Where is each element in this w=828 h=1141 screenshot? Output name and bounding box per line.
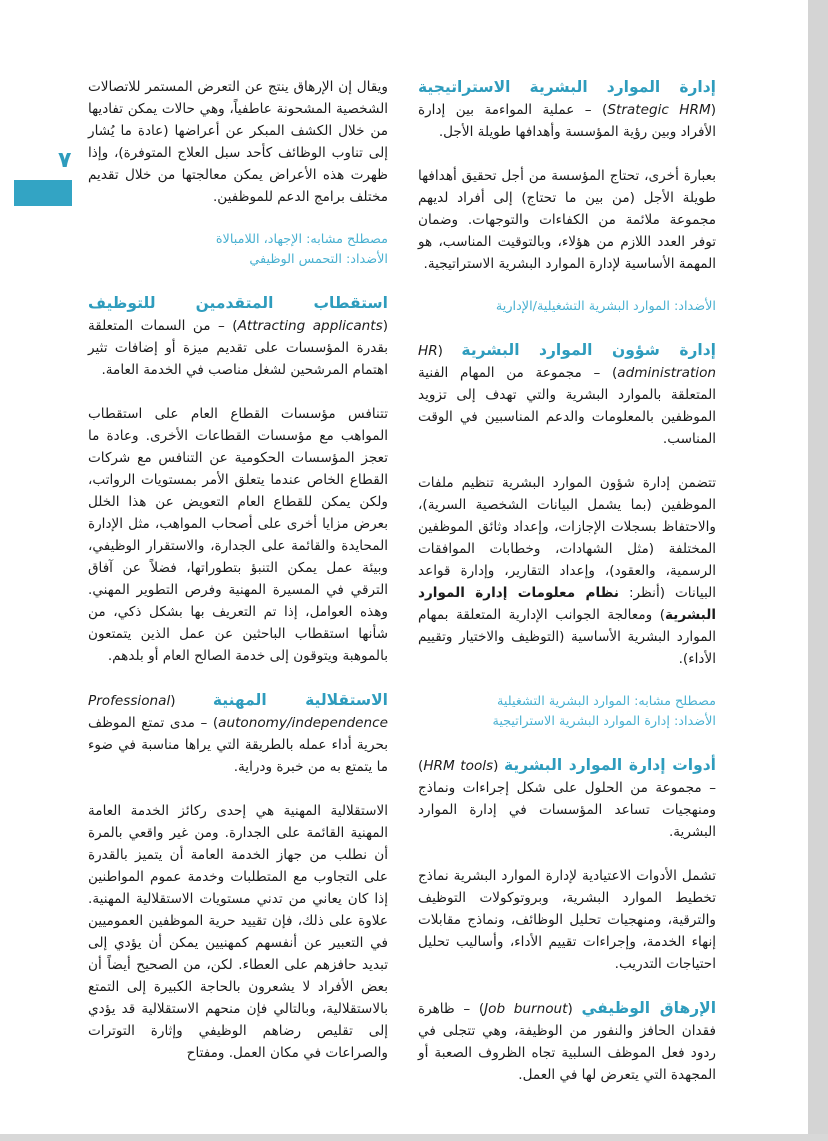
body-paragraph: ويقال إن الإرهاق ينتج عن التعرض المستمر للاتصالات الشخصية المشحونة عاطفياً، وهي حالات يمكن تفاديها من خلال الكشف المبكر عن أعراضها (عادة ما يُشار إلى تناوب الوظائف كأحد سبل العلاج المتوفرة)، وإذا ظهرت هذه الأعراض يمكن معالجتها من خلال تقديم مختلف برامج الدعم للموظفين. [88, 79, 388, 205]
term-english: Job burnout [484, 1001, 568, 1017]
page-bottom-shadow [0, 1134, 828, 1141]
page-edge-shadow [808, 0, 828, 1141]
term-english: Attracting applicants [237, 318, 383, 334]
body-paragraph: تتنافس مؤسسات القطاع العام على استقطاب المواهب مع مؤسسات القطاعات الأخرى. وعادة ما تعجز المؤسسات الحكومية عن التنافس مع شركات القطاع الخاص عندما يتعلق الأمر بمستويات الرواتب، ولكن يمكن للقطاع العام التعويض عن هذا الخلل بعرض مزايا أخرى على أصحاب المواهب، مثل الإدارة المحايدة والقائمة على الجدارة، والاستقرار الوظيفي، وبيئة عمل يمكن التنبؤ بتطوراتها، فضلاً عن آفاق الترقي في المسيرة المهنية وفرص التطوير المهني. وهذه العوامل، إذا تم التعريف بها بشكل ذكي، من شأنها استقطاب الباحثين عن عمل الذين يتمتعون بالموهبة ويتوقون إلى خدمة الصالح العام أو بلدهم. [88, 406, 388, 664]
term-english: Professional autonomy/independence [88, 693, 388, 731]
term-definition: – من السمات المتعلقة بقدرة المؤسسات على تقديم ميزة أو إضافات تثير اهتمام المرشحين لشغل مناصب في الخدمة العامة. [88, 318, 388, 378]
related-terms [88, 230, 388, 270]
page-number: ٧ [58, 148, 72, 173]
entry-strategic-hrm: إدارة الموارد البشرية الاستراتيجية (Strategic HRM) – عملية المواءمة بين إدارة الأفراد وبين رؤية المؤسسة وأهدافها طويلة الأجل. [418, 78, 717, 140]
body-paragraph: تشمل الأدوات الاعتيادية لإدارة الموارد البشرية نماذج تخطيط الموارد البشرية، وبروتوكولات التوظيف والترقية، ومنهجيات تحليل الوظائف، ونماذج مقابلات إنهاء الخدمة، وإجراءات تقييم الأداء، وأساليب تحليل احتياجات التدريب. [418, 868, 716, 972]
term-definition: – مجموعة من الحلول على شكل إجراءات ونماذج ومنهجيات تساعد المؤسسات في إدارة الموارد البشرية. [418, 780, 716, 840]
cross-reference: نظام معلومات إدارة الموارد البشرية [418, 585, 716, 623]
term-english: HR administration [418, 343, 717, 381]
term-english: Strategic HRM [607, 102, 711, 118]
opposite-terms: الأضداد: التحمس الوظيفي [249, 252, 388, 267]
similar-terms: مصطلح مشابه: الموارد البشرية التشغيلية [497, 694, 716, 709]
term-heading: الإرهاق الوظيفي [581, 999, 717, 1017]
entry-hrm-tools: أدوات إدارة الموارد البشرية (HRM tools) – مجموعة من الحلول على شكل إجراءات ونماذج ومنهجيات تساعد المؤسسات في إدارة الموارد البشرية. [418, 756, 716, 840]
body-paragraph [418, 472, 716, 670]
page-tab-marker [14, 180, 72, 206]
entry-attracting-applicants: استقطاب المتقدمين للتوظيف (Attracting applicants) – من السمات المتعلقة بقدرة المؤسسات على تقديم ميزة أو إضافات تثير اهتمام المرشحين لشغل مناصب في الخدمة العامة. [88, 294, 389, 378]
body-paragraph: الاستقلالية المهنية هي إحدى ركائز الخدمة العامة المهنية القائمة على الجدارة. ومن غير واقعي بالمرة أن نطلب من جهاز الخدمة العامة أن يتميز بالقدرة على التجاوب مع المتطلبات وخدمة عموم المواطنين إذا كان يعاني من تدني مستويات الاستقلالية المهنية. علاوة على ذلك، فإن تقييد حرية الموظفين العموميين في التعبير عن أنفسهم كمهنيين يمكن أن يؤدي إلى تبديد حافزهم على العطاء. لكن، من الصحيح أيضاً أن بعض الأفراد لا يشعرون بالحاجة الكبيرة إلى التمتع بالاستقلالية، وبالتالي فإن منحهم الاستقلالية قد يؤدي إلى تقليص رضاهم الوظيفي وإثارة التوترات والصراعات في مكان العمل. ومفتاح [88, 803, 388, 1061]
similar-terms: مصطلح مشابه: الإجهاد، اللامبالاة [215, 232, 388, 247]
entry-hr-administration: إدارة شؤون الموارد البشرية (HR administration) – مجموعة من المهام الفنية المتعلقة بالموارد البشرية والتي تهدف إلى تزويد الموظفين بالمعلومات والدعم المناسبين في الوقت المناسب. [418, 341, 717, 447]
paragraph-text: تتضمن إدارة شؤون الموارد البشرية تنظيم ملفات الموظفين (بما يشمل البيانات الشخصية السرية)، والاحتفاظ بسجلات الإجازات، وإعداد وثائق الموظفين المختلفة (مثل الشهادات، وخطابات الموافقات الرسمية، والعقود)، وإعداد التقارير، وإدارة قواعد البيانات (أنظر: [418, 475, 717, 601]
term-definition: – مدى تمتع الموظف بحرية أداء عمله بالطريقة التي يراها مناسبة في ضوء ما يتمتع به من خبرة ودراية. [88, 715, 388, 775]
related-terms [418, 692, 716, 732]
entry-professional-autonomy: الاستقلالية المهنية (Professional autonomy/independence) – مدى تمتع الموظف بحرية أداء عمله بالطريقة التي يراها مناسبة في ضوء ما يتمتع به من خبرة ودراية. [88, 691, 388, 775]
term-definition: – ظاهرة فقدان الحافز والنفور من الوظيفة، وهي تتجلى في ردود فعل الموظف السلبية تجاه الظروف الصعبة أو المجهدة التي يتعرض لها في العمل. [418, 1001, 716, 1083]
paragraph-text: ) ومعالجة الجوانب الإدارية المتعلقة بمهام الموارد البشرية الأساسية (التوظيف والاختيار وتقييم الأداء). [418, 607, 716, 667]
term-heading: إدارة شؤون الموارد البشرية [461, 341, 716, 359]
related-terms [418, 297, 716, 317]
entry-job-burnout: الإرهاق الوظيفي (Job burnout) – ظاهرة فقدان الحافز والنفور من الوظيفة، وهي تتجلى في ردود فعل الموظف السلبية تجاه الظروف الصعبة أو المجهدة التي يتعرض لها في العمل. [418, 999, 717, 1083]
term-heading: الاستقلالية المهنية [212, 691, 388, 709]
left-column [88, 76, 388, 1086]
right-column [418, 76, 716, 1108]
opposite-terms: الأضداد: الموارد البشرية التشغيلية/الإدارية [495, 299, 716, 314]
term-heading: أدوات إدارة الموارد البشرية [504, 756, 716, 774]
opposite-terms: الأضداد: إدارة الموارد البشرية الاستراتيجية [492, 714, 716, 729]
term-heading: استقطاب المتقدمين للتوظيف [88, 294, 388, 312]
term-english: HRM tools [423, 758, 494, 774]
term-definition: – مجموعة من المهام الفنية المتعلقة بالموارد البشرية والتي تهدف إلى تزويد الموظفين بالمعلومات والدعم المناسبين في الوقت المناسب. [418, 365, 716, 447]
term-heading: إدارة الموارد البشرية الاستراتيجية [418, 78, 716, 96]
body-paragraph: بعبارة أخرى، تحتاج المؤسسة من أجل تحقيق أهدافها طويلة الأجل (من بين ما تحتاج) إلى أفراد لديهم مجموعة ملائمة من الكفاءات والتوجهات. وضمان توفر العدد اللازم من هؤلاء، وبالتوقيت المناسب، هو المهمة الأساسية لإدارة الموارد البشرية الاستراتيجية. [418, 168, 716, 272]
term-definition: – عملية المواءمة بين إدارة الأفراد وبين رؤية المؤسسة وأهدافها طويلة الأجل. [418, 102, 716, 140]
